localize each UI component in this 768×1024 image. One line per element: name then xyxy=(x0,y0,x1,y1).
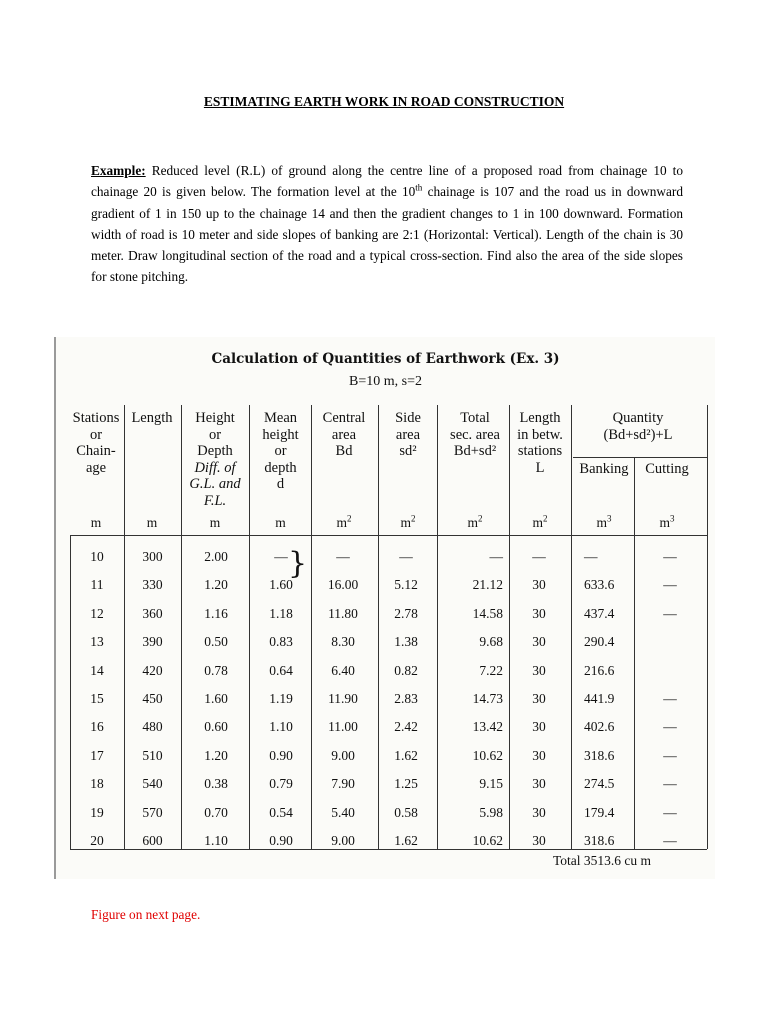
quantity-rule xyxy=(573,457,707,458)
cell-L: 30 xyxy=(532,577,546,593)
header-central-area: Central area Bd xyxy=(322,410,366,459)
cell-h: 1.20 xyxy=(204,577,228,593)
height-brace: } xyxy=(288,546,308,581)
cell-h: 2.00 xyxy=(204,549,228,564)
footer-note: Figure on next page. xyxy=(91,907,201,922)
cell-tot: 14.73 xyxy=(472,691,503,706)
cell-len: 480 xyxy=(142,719,163,735)
unit-length: m xyxy=(146,515,158,530)
cell-d: 0.54 xyxy=(269,804,293,820)
calc-subtitle: B=10 m, s=2 xyxy=(349,374,422,389)
cell-len: 510 xyxy=(142,747,163,763)
calc-title: Calculation of Quantities of Earthwork (Ex. 3) xyxy=(211,351,560,367)
cell-h: 1.16 xyxy=(204,605,228,621)
cell-tot: 9.15 xyxy=(479,776,503,792)
col-rule xyxy=(571,405,572,849)
cell-bd: 5.40 xyxy=(331,804,355,820)
unit-mean: m xyxy=(275,515,286,530)
cell-cut: — xyxy=(663,605,677,621)
cell-h: 1.10 xyxy=(204,833,228,848)
cell-cut: — xyxy=(663,691,677,706)
cell-tot: 21.12 xyxy=(472,577,503,593)
cell-bd: 9.00 xyxy=(331,833,355,848)
cell-st: 13 xyxy=(90,634,104,650)
cell-bd: 11.00 xyxy=(328,719,358,735)
cell-len: 300 xyxy=(142,549,163,564)
cell-L: 30 xyxy=(532,719,546,735)
cell-L: 30 xyxy=(532,691,546,706)
cell-tot: 13.42 xyxy=(472,719,503,735)
cell-L: 30 xyxy=(532,776,546,792)
cell-bank: 437.4 xyxy=(584,605,615,621)
cell-cut: — xyxy=(663,747,677,763)
cell-cut: — xyxy=(663,776,677,792)
cell-len: 330 xyxy=(142,577,163,593)
cell-tot: — xyxy=(489,549,503,564)
header-height: Height or Depth Diff. of G.L. and F.L. xyxy=(189,410,241,509)
cell-bd: 6.40 xyxy=(331,662,355,678)
cell-len: 360 xyxy=(142,605,163,621)
cell-bank: 318.6 xyxy=(584,833,615,848)
cell-tot: 5.98 xyxy=(479,804,503,820)
cell-sd: 1.25 xyxy=(394,776,418,792)
cell-d: 1.19 xyxy=(269,691,293,706)
cell-tot: 7.22 xyxy=(479,662,503,678)
unit-height: m xyxy=(209,515,221,530)
header-length-between: Length in betw. stations L xyxy=(517,410,563,476)
header-side-area: Side area sd² xyxy=(395,410,421,459)
cell-h: 0.78 xyxy=(204,662,228,678)
example-text-2: chainage is 107 and the road us in downward gradient of 1 in 150 up to the chainage 14 and then the gradient changes to 1 in 100 downward. Formation width of road is 10 meter and side slopes of banking are 2:1 (Horizontal: Vertical). Length of the chain is 30 meter. Draw longitudinal section of the road and a typical cross-section. Find also the area of the side slopes for stone pitching. xyxy=(91,184,684,285)
cell-sd: 2.42 xyxy=(394,719,418,735)
unit-cutting: $m^3$ xyxy=(659,513,675,530)
cell-tot: 10.62 xyxy=(472,833,503,848)
cell-d: 1.18 xyxy=(269,605,293,621)
cell-d: 0.90 xyxy=(269,747,293,763)
cell-L: 30 xyxy=(532,804,546,820)
cell-sd: 1.62 xyxy=(394,833,418,848)
cell-tot: 14.58 xyxy=(472,605,503,621)
total-quantity: Total 3513.6 cu m xyxy=(553,853,652,868)
example-paragraph xyxy=(91,160,683,288)
earthwork-table-image xyxy=(54,337,715,879)
example-label: Example: xyxy=(91,163,146,178)
cell-tot: 9.68 xyxy=(479,634,503,650)
cell-bank: 274.5 xyxy=(584,776,615,792)
cell-bd: 11.90 xyxy=(328,691,358,706)
unit-stations: m xyxy=(90,515,102,530)
cell-cut: — xyxy=(663,549,677,564)
cell-sd: 1.38 xyxy=(394,634,418,650)
cell-st: 14 xyxy=(90,662,104,678)
cell-bank: 216.6 xyxy=(584,662,615,678)
cell-len: 420 xyxy=(142,662,163,678)
cell-bank: 290.4 xyxy=(584,634,615,650)
cell-h: 1.20 xyxy=(204,747,228,763)
cell-cut: — xyxy=(663,577,677,593)
example-sup: th xyxy=(415,182,423,193)
header-stations: Stations or Chain- age xyxy=(72,410,120,476)
cell-bank: 441.9 xyxy=(584,691,615,706)
cell-bank: 179.4 xyxy=(584,804,615,820)
cell-sd: 2.78 xyxy=(394,605,418,621)
unit-central: $m^2$ xyxy=(336,513,352,530)
cell-len: 570 xyxy=(142,804,163,820)
col-rule xyxy=(249,405,250,849)
table-rule-bottom xyxy=(70,849,707,850)
cell-tot: 10.62 xyxy=(472,747,503,763)
cell-bd: 8.30 xyxy=(331,634,355,650)
cell-st: 20 xyxy=(90,833,104,848)
cell-h: 0.70 xyxy=(204,804,228,820)
cell-bank: 633.6 xyxy=(584,577,615,593)
cell-st: 10 xyxy=(90,549,104,564)
cell-d: 0.79 xyxy=(269,776,293,792)
cell-h: 1.60 xyxy=(204,691,228,706)
cell-bd: — xyxy=(336,549,350,564)
cell-L: 30 xyxy=(532,605,546,621)
cell-bd: 16.00 xyxy=(327,577,359,593)
cell-bank: 402.6 xyxy=(584,719,615,735)
cell-h: 0.50 xyxy=(204,634,228,650)
cell-st: 11 xyxy=(90,577,104,593)
cell-sd: 2.83 xyxy=(394,691,418,706)
header-mean-height: Mean height or depth d xyxy=(262,410,299,492)
cell-bank: 318.6 xyxy=(584,747,615,763)
cell-len: 390 xyxy=(142,634,163,650)
cell-sd: 0.58 xyxy=(394,804,418,820)
cell-len: 450 xyxy=(142,691,163,706)
header-banking: Banking xyxy=(579,461,629,477)
example-text-1: Reduced level (R.L) of ground along the centre line of a proposed road from chainage 10 to chainage 20 is given below. The formation level at the 10 xyxy=(91,163,683,200)
cell-L: 30 xyxy=(532,833,546,848)
cell-sd: 5.12 xyxy=(394,577,418,593)
col-rule xyxy=(181,405,182,849)
cell-sd: 1.62 xyxy=(394,747,418,763)
cell-L: 30 xyxy=(532,747,546,763)
unit-length-between: $m^2$ xyxy=(532,513,548,530)
cell-d: 1.10 xyxy=(269,719,293,735)
cell-d: 0.90 xyxy=(269,833,293,848)
cell-h: 0.38 xyxy=(204,776,228,792)
header-cutting: Cutting xyxy=(645,461,689,477)
cell-bd: 11.80 xyxy=(328,605,358,621)
table-rule-top xyxy=(70,535,707,536)
cell-sd: 0.82 xyxy=(394,662,418,678)
header-quantity: Quantity (Bd+sd²)+L xyxy=(603,410,673,443)
cell-len: 600 xyxy=(142,833,163,848)
unit-banking: $m^3$ xyxy=(596,513,612,530)
cell-cut: — xyxy=(663,719,677,735)
cell-bd: 7.90 xyxy=(331,776,355,792)
cell-d: 0.64 xyxy=(269,662,293,678)
cell-st: 18 xyxy=(90,776,104,792)
cell-L: 30 xyxy=(532,634,546,650)
cell-d: — xyxy=(274,549,288,564)
page-title: ESTIMATING EARTH WORK IN ROAD CONSTRUCTION xyxy=(203,94,565,109)
header-length: Length xyxy=(131,410,173,426)
cell-d: 1.60 xyxy=(269,577,293,593)
unit-total: $m^2$ xyxy=(467,513,483,530)
cell-h: 0.60 xyxy=(204,719,228,735)
cell-L: — xyxy=(532,549,546,564)
cell-cut: — xyxy=(663,804,677,820)
cell-st: 19 xyxy=(90,804,104,820)
cell-st: 16 xyxy=(90,719,104,735)
cell-len: 540 xyxy=(142,776,163,792)
cell-d: 0.83 xyxy=(269,634,293,650)
cell-cut: — xyxy=(663,833,677,848)
cell-bank: — xyxy=(584,549,598,564)
cell-st: 15 xyxy=(90,691,104,706)
cell-L: 30 xyxy=(532,662,546,678)
header-total-area: Total sec. area Bd+sd² xyxy=(450,410,500,459)
cell-st: 12 xyxy=(90,605,104,621)
unit-side: $m^2$ xyxy=(400,513,416,530)
col-rule xyxy=(707,405,708,849)
cell-bd: 9.00 xyxy=(331,747,355,763)
cell-sd: — xyxy=(399,549,413,564)
cell-st: 17 xyxy=(90,747,104,763)
